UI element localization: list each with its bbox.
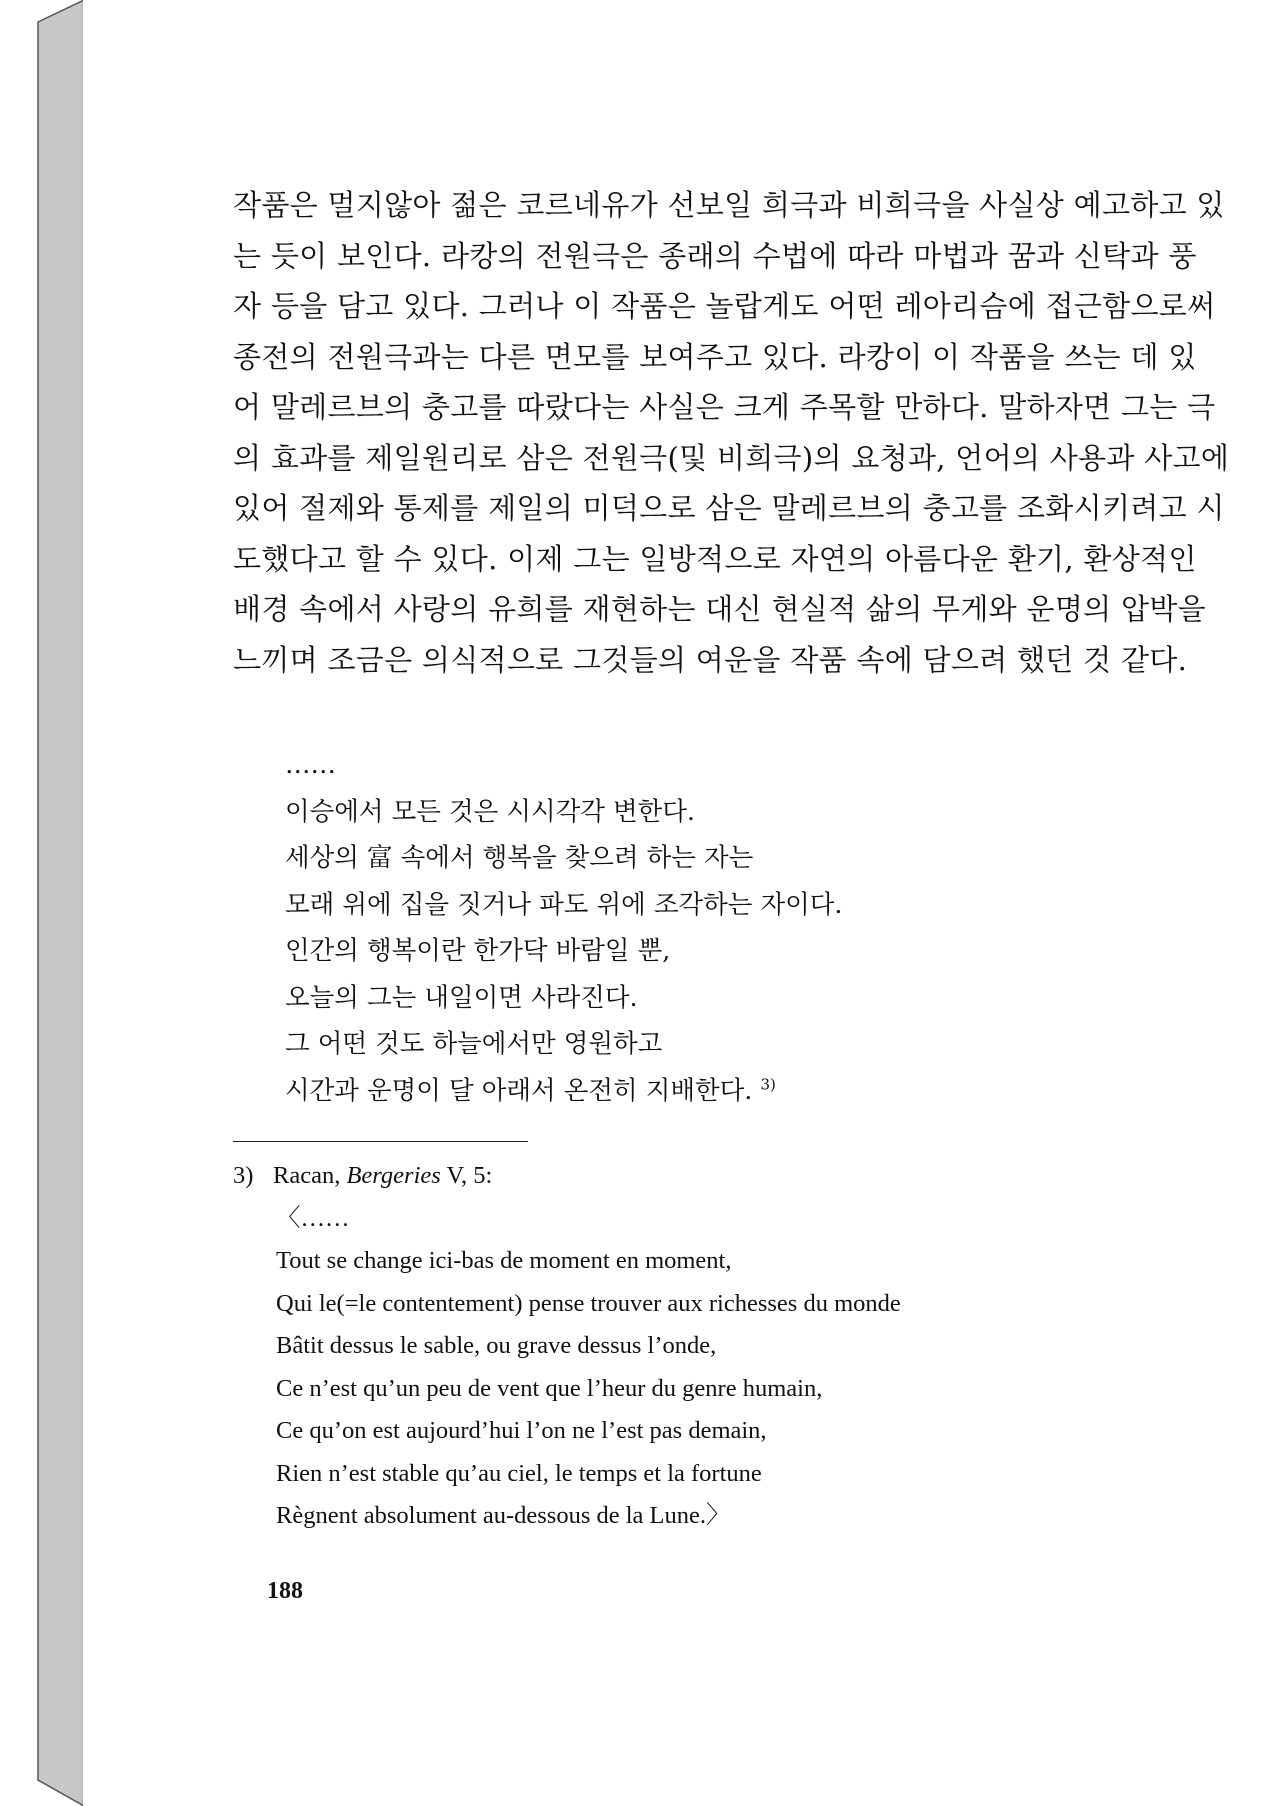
poem-quotation (285, 742, 843, 1114)
footnote-line: Règnent absolument au-dessous de la Lune.〉 (276, 1502, 731, 1529)
footnote-reference-location: V, 5: (446, 1162, 493, 1189)
poem-line: 그 어떤 것도 하늘에서만 영원하고 (285, 1029, 663, 1059)
footnote-heading (233, 1155, 901, 1198)
body-line: 어 말레르브의 충고를 따랐다는 사실은 크게 주목할 만하다. 말하자면 그는 극 (233, 390, 1216, 424)
body-line: 종전의 전원극과는 다른 면모를 보여주고 있다. 라캉이 이 작품을 쓰는 데 있 (233, 339, 1197, 374)
body-line: 배경 속에서 사랑의 유희를 재현하는 대신 현실적 삶의 무게와 운명의 압박을 (233, 592, 1206, 626)
body-line: 자 등을 담고 있다. 그러나 이 작품은 놀랍게도 어떤 레아리슴에 접근함으로써 (233, 289, 1216, 323)
body-line: 는 듯이 보인다. 라캉의 전원극은 종래의 수법에 따라 마법과 꿈과 신탁과 풍 (233, 238, 1197, 273)
footnote-line: Ce qu’on est aujourd’hui l’on ne l’est pas demain, (276, 1417, 767, 1444)
footnote-line: Rien n’est stable qu’au ciel, le temps et la fortune (276, 1459, 762, 1487)
body-line: 의 효과를 제일원리로 삼은 전원극(및 비희극)의 요청과, 언어의 사용과 사고에 (233, 440, 1230, 475)
footnote-line: Bâtit dessus le sable, ou grave dessus l’onde, (276, 1332, 717, 1359)
body-line: 도했다고 할 수 있다. 이제 그는 일방적으로 자연의 아름다운 환기, 환상적인 (233, 541, 1197, 576)
footnote-line: Ce n’est qu’un peu de vent que l’heur du genre humain, (276, 1374, 823, 1402)
poem-line: 이승에서 모든 것은 시시각각 변한다. (285, 796, 696, 827)
body-line: 느끼며 조금은 의식적으로 그것들의 여운을 작품 속에 담으려 했던 것 같다. (233, 642, 1188, 677)
body-line: 작품은 멀지않아 젊은 코르네유가 선보일 희극과 비희극을 사실상 예고하고 있 (233, 188, 1225, 222)
poem-line: 모래 위에 집을 짓거나 파도 위에 조각하는 자이다. (285, 889, 843, 920)
footnote-line: 〈…… (276, 1204, 350, 1232)
footnote-line: Tout se change ici-bas de moment en moment, (276, 1247, 732, 1274)
poem-line-last (285, 1068, 843, 1115)
poem-line: 인간의 행복이란 한가닥 바람일 뿐, (285, 936, 671, 966)
footnote-reference: 3) (760, 1075, 776, 1093)
poem-line: 오늘의 그는 내일이면 사라진다. (285, 982, 638, 1013)
footnote-number: 3) (233, 1162, 254, 1189)
footnote-divider (233, 1141, 528, 1142)
page-edge-graphic (0, 0, 84, 1806)
footnote (233, 1155, 901, 1538)
body-line: 있어 절제와 통제를 제일의 미덕으로 삼은 말레르브의 충고를 조화시키려고 시 (233, 491, 1225, 525)
footnote-line: Qui le(=le contentement) pense trouver aux richesses du monde (276, 1289, 901, 1317)
footnote-work-title: Bergeries (346, 1162, 441, 1189)
footnote-author: Racan, (273, 1162, 341, 1189)
poem-line: 세상의 富 속에서 행복을 찾으려 하는 자는 (285, 843, 754, 873)
page-number: 188 (267, 1578, 303, 1604)
poem-line: 시간과 운명이 달 아래서 온전히 지배한다. (285, 1075, 753, 1106)
body-paragraph (233, 180, 1230, 685)
poem-ellipsis: …… (285, 750, 336, 780)
